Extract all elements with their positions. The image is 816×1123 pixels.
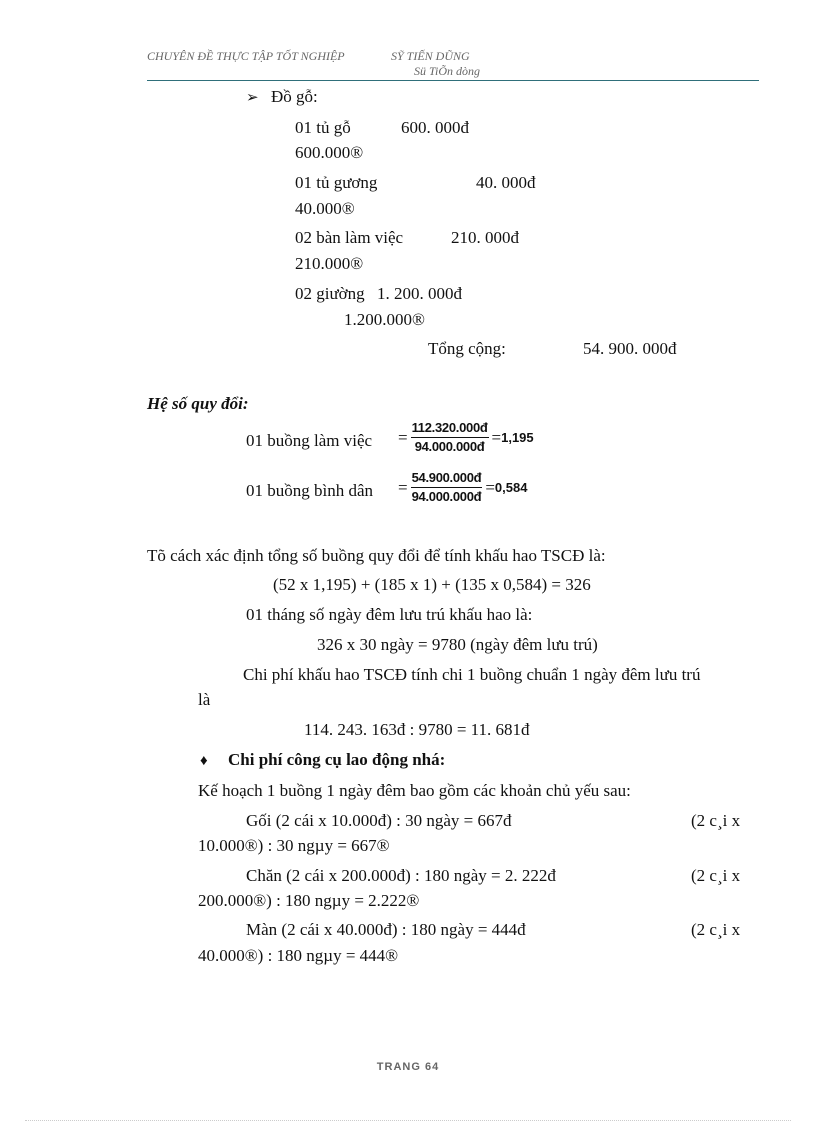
tools-intro: Kế hoạch 1 buồng 1 ngày đêm bao gồm các khoản chủ yếu sau: — [198, 781, 631, 800]
header-author: SỸ TIẾN DŨNG — [391, 49, 470, 63]
tools-heading: Chi phí công cụ lao động nhá: — [228, 750, 446, 769]
furniture-row-label: 02 bàn làm việc — [295, 228, 404, 247]
coef-denominator: 94.000.000đ — [414, 439, 485, 454]
tool-item-garbled: 10.000®) : 30 ngµy = 667® — [198, 836, 390, 855]
arrow-bullet-icon: ➢ — [246, 90, 259, 106]
page-number: TRANG 64 — [376, 1061, 440, 1073]
coef-formula: = $\frac{112.320.000đ}{94.000.000đ}$ = 1,195 — [398, 420, 534, 454]
furniture-row-label: 01 tủ gương — [295, 173, 378, 192]
formula-line: (52 x 1,195) + (185 x 1) + (135 x 0,584) = 326 — [273, 575, 591, 594]
furniture-row-label: 02 giường — [295, 284, 365, 303]
furniture-row-amount: 1. 200. 000đ — [377, 284, 462, 303]
tool-item-garbled: (2 c¸i x — [691, 920, 741, 939]
furniture-row-label: 01 tủ gỗ — [295, 118, 351, 137]
furniture-row-dup: 210.000® — [295, 254, 364, 273]
tool-item-line: Gối (2 cái x 10.000đ) : 30 ngày = 667đ — [246, 811, 512, 830]
furniture-row-dup: 40.000® — [295, 199, 355, 218]
coef-fraction — [411, 420, 489, 455]
paragraph-text: Chi phí khấu hao TSCĐ tính chi 1 buồng chuẩn 1 ngày đêm lưu trú — [243, 665, 701, 684]
coef-row-label: 01 buồng làm việc — [246, 431, 373, 450]
coef-fraction — [411, 470, 483, 505]
paragraph-text: Tõ cách xác định tổng số buồng quy đổi để tính khấu hao TSCĐ là: — [147, 546, 606, 565]
formula-line: 114. 243. 163đ : 9780 = 11. 681đ — [304, 720, 530, 739]
coef-result: 1,195 — [501, 430, 534, 445]
tool-item-garbled: 40.000®) : 180 ngµy = 444® — [198, 946, 399, 965]
tool-item-line: Chăn (2 cái x 200.000đ) : 180 ngày = 2. 222đ — [246, 866, 556, 885]
total-label: Tổng cộng: — [428, 339, 506, 358]
bottom-dotted-divider — [25, 1120, 791, 1121]
tool-item-garbled: (2 c¸i x — [691, 811, 741, 830]
coef-result: 0,584 — [494, 480, 528, 495]
tool-item-line: Màn (2 cái x 40.000đ) : 180 ngày = 444đ — [246, 920, 526, 939]
header-rule — [147, 80, 759, 81]
furniture-row-dup: 600.000® — [295, 143, 364, 162]
furniture-row-amount: 210. 000đ — [451, 228, 519, 247]
diamond-bullet-icon: ♦ — [200, 753, 208, 769]
header-subtitle: Sü TiÕn dòng — [414, 64, 481, 78]
header-title: CHUYÊN ĐỀ THỰC TẬP TỐT NGHIỆP — [147, 49, 345, 63]
tool-item-garbled: 200.000®) : 180 ngµy = 2.222® — [198, 891, 420, 910]
furniture-row-amount: 600. 000đ — [401, 118, 469, 137]
formula-line: 326 x 30 ngày = 9780 (ngày đêm lưu trú) — [317, 635, 598, 654]
furniture-row-amount: 40. 000đ — [476, 173, 536, 192]
furniture-heading: Đồ gỗ: — [271, 87, 318, 106]
paragraph-text: 01 tháng số ngày đêm lưu trú khấu hao là: — [246, 605, 533, 624]
furniture-row-dup: 1.200.000® — [344, 310, 425, 329]
coef-denominator: 94.000.000đ — [411, 489, 482, 504]
coef-formula: = $\frac{54.900.000đ}{94.000.000đ}$ = 0,584 — [398, 470, 528, 504]
paragraph-text: là — [198, 690, 211, 709]
coef-numerator: 112.320.000đ — [411, 420, 489, 438]
coef-row-label: 01 buồng bình dân — [246, 481, 374, 500]
total-value: 54. 900. 000đ — [583, 339, 677, 358]
coef-numerator: 54.900.000đ — [411, 470, 483, 488]
coef-heading: Hệ số quy đổi: — [147, 394, 249, 413]
tool-item-garbled: (2 c¸i x — [691, 866, 741, 885]
